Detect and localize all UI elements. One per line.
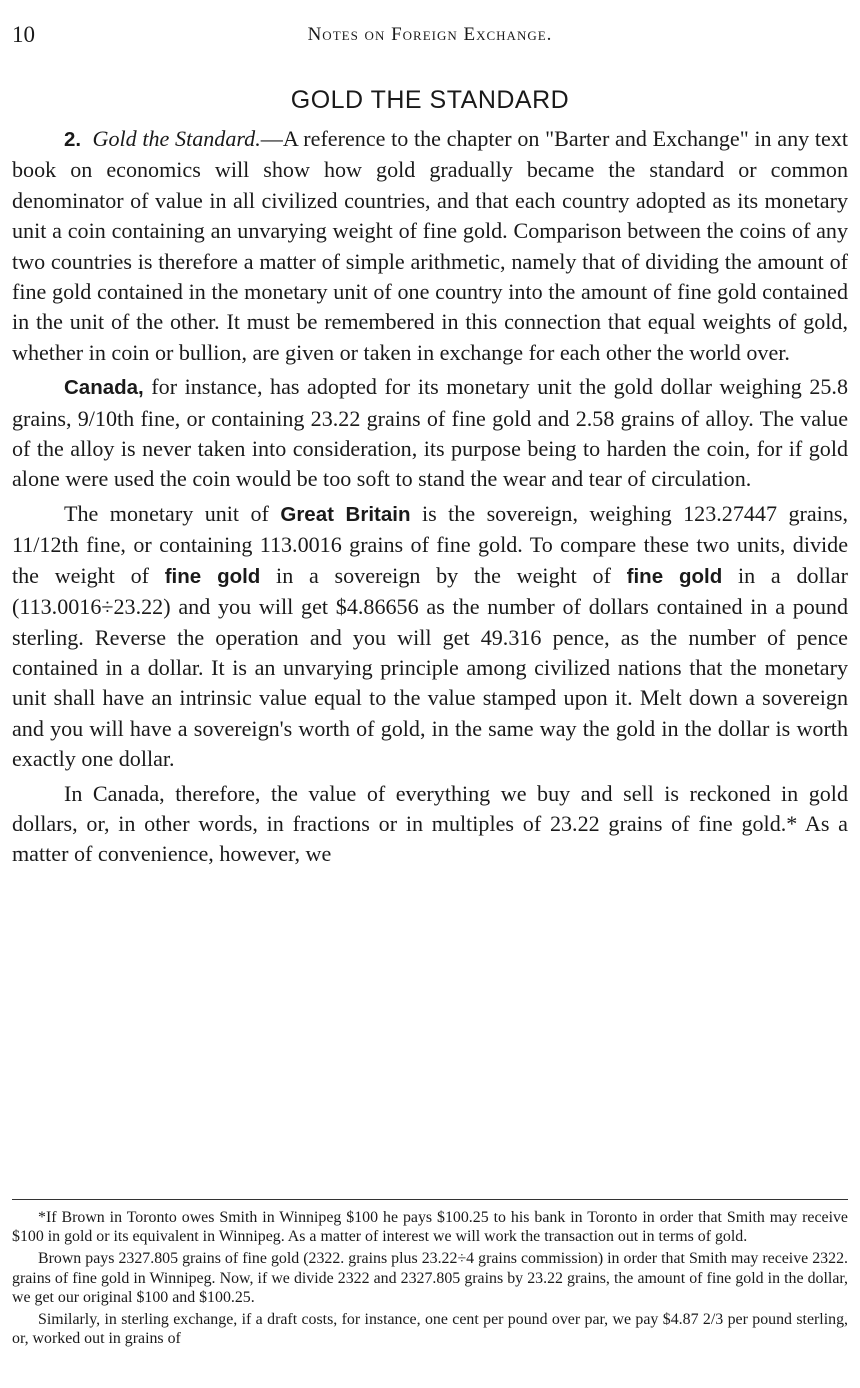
footnote: Similarly, in sterling exchange, if a draft costs, for instance, one cent per pound over par, we pay $4.87 2/3 per pound sterling, or, worked out in grains of — [12, 1311, 848, 1348]
section-number: 2. — [64, 128, 82, 151]
paragraph-text: for instance, has adopted for its monetary unit the gold dollar weighing 25.8 grains, 9/10th fine, or containing 23.22 grains of fine gold and 2.58 grains of alloy. The value of the alloy is never taken into consideration, its purpose being to harden the coin, for if gold alone were used the coin would be too soft to stand the wear and tear of circulation. — [12, 374, 848, 492]
bold-great-britain: Great Britain — [280, 502, 411, 526]
section-title-inline: Gold the Standard. — [92, 126, 261, 151]
body-text — [12, 124, 848, 870]
bold-fine-gold: fine gold — [164, 564, 261, 588]
paragraph-gold-standard — [12, 124, 848, 368]
footnote: Brown pays 2327.805 grains of fine gold (2322. grains plus 23.22÷4 grains commission) in order that Smith may receive 2322. grains of fine gold in Winnipeg. Now, if we divide 2322 and 2327.805 grains by 23.22 grains, the amount of fine gold in the dollar, we get our original $100 and $100.25. — [12, 1250, 848, 1306]
running-head — [0, 22, 860, 52]
footnote: *If Brown in Toronto owes Smith in Winnipeg $100 he pays $100.25 to his bank in Toronto in order that Smith may receive $100 in gold or its equivalent in Winnipeg. As a matter of interest we will work the transaction out in terms of gold. — [12, 1209, 848, 1246]
paragraph-text: in a dollar (113.0016÷23.22) and you will get $4.86656 as the number of dollars contained in a pound sterling. Reverse the operation and you will get 49.316 pence, as the number of pence contained in a dollar. It is an unvarying principle among civilized nations that the monetary unit shall have an intrinsic value equal to the value stamped upon it. Melt down a sovereign and you will have a sovereign's worth of gold, in the same way the gold in the dollar is worth exactly one dollar. — [12, 562, 848, 772]
paragraph-text: in a sovereign by the weight of — [260, 562, 627, 588]
bold-fine-gold: fine gold — [626, 564, 723, 588]
paragraph-great-britain — [12, 499, 848, 775]
footnote-rule — [12, 1199, 848, 1200]
paragraph-text: The monetary unit of — [64, 500, 281, 526]
paragraph-text: —A reference to the chapter on "Barter and Exchange" in any text book on economics will show how gold gradually became the standard or common denominator of value in all civilized countries, and that each country adopted as its monetary unit a coin containing an unvarying weight of fine gold. Comparison between the coins of any two countries is therefore a matter of simple arithmetic, namely that of dividing the amount of fine gold contained in the monetary unit of one country into the amount of fine gold contained in the unit of the other. It must be remembered in this connection that equal weights of gold, whether in coin or bullion, are given or taken in exchange for each other the world over. — [12, 126, 849, 365]
paragraph-canada — [12, 372, 848, 495]
section-heading: GOLD THE STANDARD — [290, 86, 570, 114]
paragraph-canada-therefore — [12, 779, 848, 870]
bold-canada: Canada, — [64, 376, 144, 400]
page-number: 10 — [12, 22, 35, 47]
paragraph-text: is the sovereign, weighing 123.27447 grains, 11/12th fine, or containing 113.0016 grains of fine gold. To compare these two units, divide the weight of — [12, 500, 848, 588]
running-title: Notes on Foreign Exchange. — [307, 24, 553, 45]
paragraph-text: In Canada, therefore, the value of everything we buy and sell is reckoned in gold dollars, or, in other words, in fractions or in multiples of 23.22 grains of fine gold.* As a matter of convenience, however, we — [12, 780, 848, 867]
footnotes — [12, 1208, 848, 1348]
